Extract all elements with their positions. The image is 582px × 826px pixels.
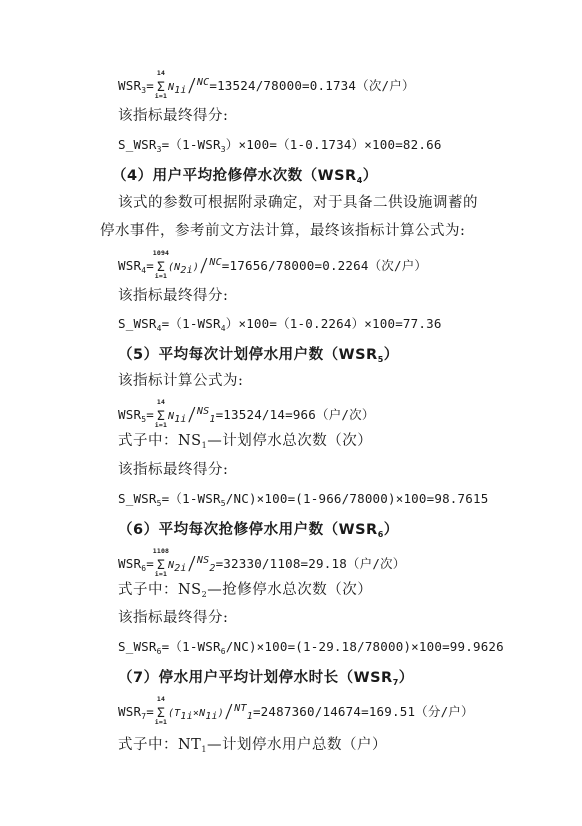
wsr5-note: 式子中：$NS_1—$计划停水总次数（次） — [118, 433, 373, 450]
section-heading-4: （4）用户平均抢修停水次数$(WSR_4)$ — [112, 168, 378, 185]
wsr6-score-formula: $S\_WSR_6=(1-WSR_6/NC)\times 100=(1-29.18/78000)\times 100=99.9626$ — [118, 639, 504, 656]
wsr7-note: 式子中：$NT_1—$计划停水用户总数（户） — [118, 737, 387, 754]
wsr6-score-label: 该指标最终得分: — [118, 610, 229, 626]
section-heading-6: （6）平均每次抢修停水用户数$(WSR_6)$ — [118, 522, 399, 539]
sigma-symbol: 14 Σ i=1 — [154, 695, 168, 726]
paragraph-4-line-1: 该式的参数可根据附录确定，对于具备二供设施调蓄的 — [118, 195, 478, 211]
sigma-symbol: 1108 Σ i=1 — [152, 547, 170, 578]
sigma-symbol: 1094 Σ i=1 — [152, 249, 170, 280]
wsr3-formula: $WSR_3=$ 14 Σ i=1 $N_{1i}/^{NC}=13524/78000=0.1734$（次/户） — [118, 69, 415, 100]
wsr5-intro: 该指标计算公式为: — [118, 373, 244, 389]
wsr5-formula: $WSR_5=$ 14 Σ i=1 $N_{1i}/^{NS}_1=13524/14=966$（户/次） — [118, 398, 375, 429]
sigma-symbol: 14 Σ i=1 — [154, 69, 168, 100]
section-heading-5: （5）平均每次计划停水用户数$(WSR_5)$ — [118, 347, 399, 364]
section-heading-7: （7）停水用户平均计划停水时长$(WSR_7)$ — [118, 670, 414, 687]
wsr6-note: 式子中：$NS_2—$抢修停水总次数（次） — [118, 582, 373, 599]
wsr3-score-formula: $S\_WSR_3=(1-WSR_3)\times 100=(1-0.1734)\times 100=82.66$ — [118, 137, 442, 154]
wsr3-score-label: 该指标最终得分: — [118, 108, 229, 124]
sigma-symbol: 14 Σ i=1 — [154, 398, 168, 429]
wsr6-formula: $WSR_6=$ 1108 Σ i=1 $N_{2i}/^{NS}_2=32330/1108=29.18$（户/次） — [118, 547, 406, 578]
wsr5-score-formula: $S\_WSR_5=(1-WSR_5/NC)\times 100=(1-966/78000)\times 100=98.7615$ — [118, 491, 489, 508]
wsr4-score-formula: $S\_WSR_4=(1-WSR_4)\times 100=(1-0.2264)\times 100=77.36$ — [118, 316, 442, 333]
wsr5-score-label: 该指标最终得分: — [118, 462, 229, 478]
wsr4-formula: $WSR_4=$ 1094 Σ i=1 $(N_{2i})/^{NC}=17656/78000=0.2264$（次/户） — [118, 249, 428, 280]
paragraph-4-line-2: 停水事件，参考前文方法计算，最终该指标计算公式为: — [100, 223, 466, 239]
wsr7-formula: $WSR_7=$ 14 Σ i=1 $(T_{1i}\times N_{1i})/^{NT}_1=2487360/14674=169.51$（分/户） — [118, 695, 474, 726]
wsr4-score-label: 该指标最终得分: — [118, 288, 229, 304]
